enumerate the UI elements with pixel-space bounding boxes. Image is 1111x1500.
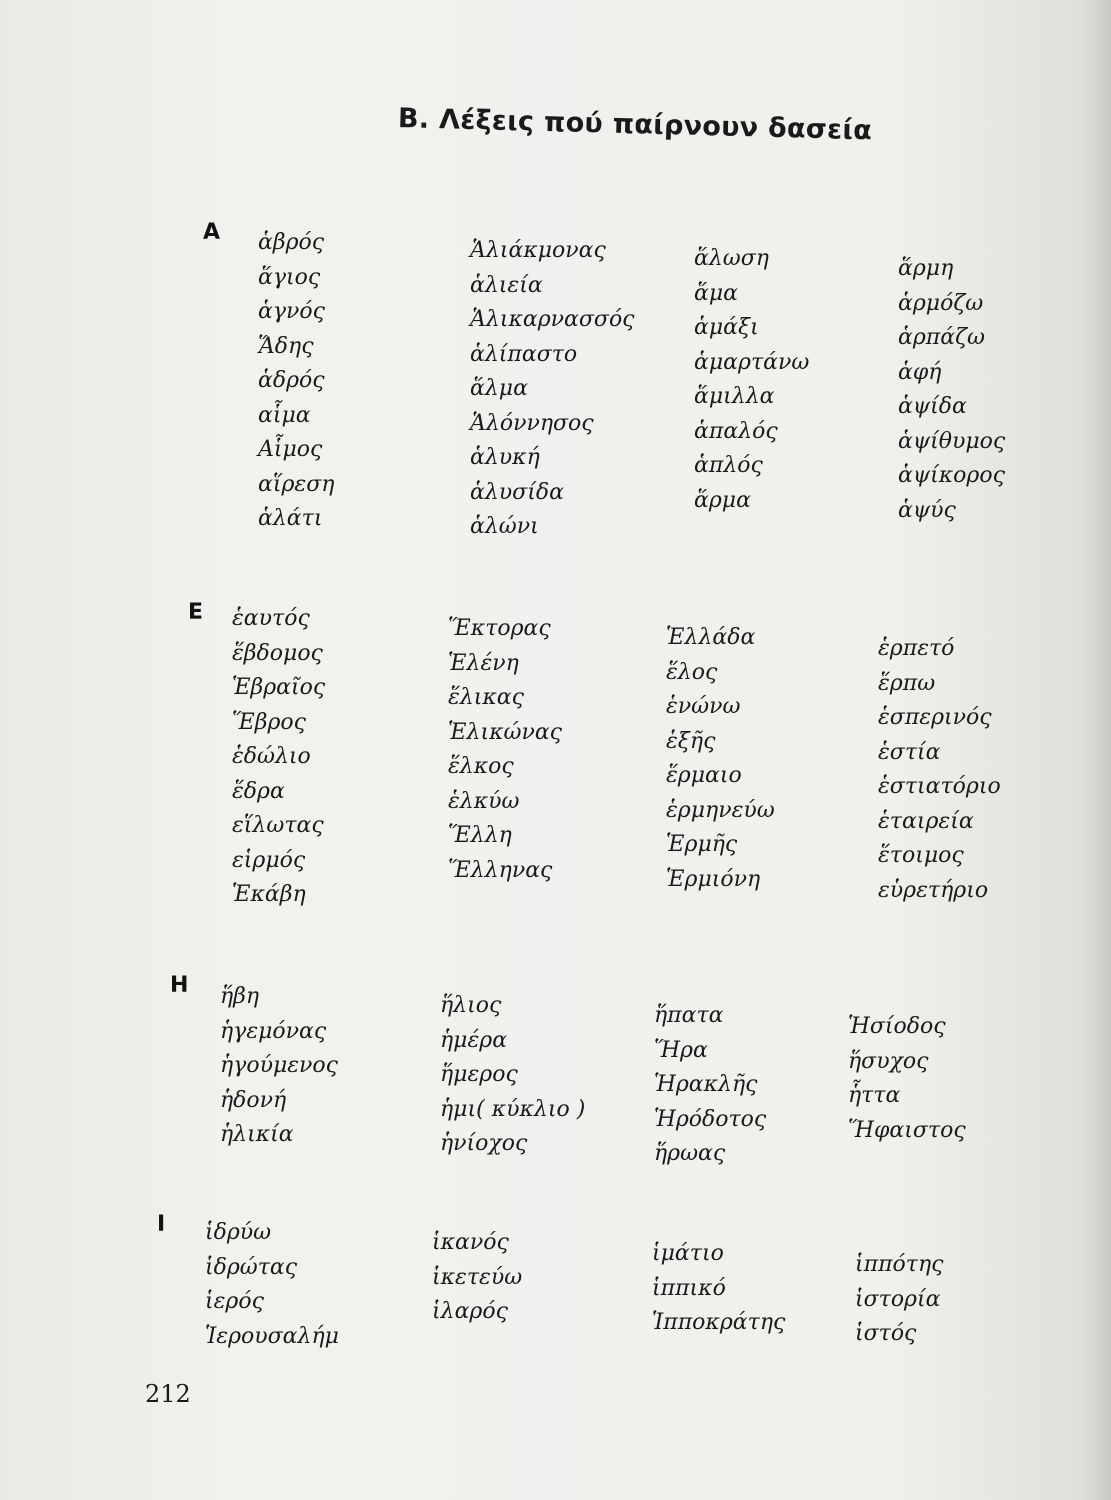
- word-entry: ἅλμα: [470, 376, 528, 401]
- word-entry: ἱλαρός: [432, 1299, 508, 1324]
- word-entry: ἁψύς: [898, 497, 956, 523]
- word-entry: ἁλυκή: [470, 445, 540, 470]
- word-entry: Ἑρμῆς: [666, 832, 738, 857]
- word-entry: Ἕκτορας: [448, 616, 551, 641]
- word-entry: αἷμα: [258, 402, 311, 428]
- word-entry: ἅρμη: [898, 256, 954, 281]
- word-entry: ἕβδομος: [232, 640, 323, 666]
- word-column: [878, 632, 1001, 908]
- word-entry: ἥμερος: [440, 1062, 518, 1087]
- word-entry: Ἅδης: [258, 333, 314, 359]
- word-entry: ἡγεμόνας: [220, 1018, 327, 1044]
- word-entry: ἁψίδα: [898, 394, 967, 419]
- word-entry: Ἑλένη: [448, 650, 519, 676]
- word-entry: Ἥφαιστος: [848, 1117, 966, 1143]
- word-entry: ἡμέρα: [440, 1027, 508, 1053]
- word-column: [855, 1248, 943, 1352]
- word-entry: ἑρπετό: [878, 636, 955, 661]
- word-entry: ἱερός: [205, 1289, 264, 1314]
- word-entry: ἁμάξι: [694, 315, 759, 340]
- word-entry: ἑδώλιο: [232, 744, 311, 769]
- word-entry: ἡνίοχος: [440, 1131, 528, 1156]
- word-entry: ἥρωας: [654, 1141, 726, 1166]
- word-entry: Ἥρα: [654, 1037, 708, 1063]
- word-entry: ἱκετεύω: [432, 1264, 523, 1290]
- word-entry: Ἁλόννησος: [470, 410, 594, 436]
- word-entry: Ἁλιάκμονας: [470, 238, 606, 263]
- section-letter-h: Η: [170, 973, 189, 998]
- word-entry: ἱδρύω: [205, 1220, 272, 1245]
- word-entry: Ἱπποκράτης: [652, 1310, 786, 1335]
- word-entry: εἵλωτας: [232, 813, 324, 838]
- word-entry: Ἱερουσαλήμ: [205, 1323, 339, 1349]
- word-entry: Ἑκάβη: [232, 882, 306, 907]
- word-entry: ἅρμα: [694, 487, 751, 513]
- word-column: [448, 612, 562, 888]
- word-entry: αἵρεση: [258, 471, 335, 497]
- word-entry: ἅλωση: [694, 246, 769, 271]
- word-entry: Ἑλικώνας: [448, 719, 562, 745]
- word-entry: ἁδρός: [258, 368, 325, 393]
- word-entry: ἕλικας: [448, 685, 524, 710]
- word-column: [258, 226, 334, 537]
- word-entry: ἅμα: [694, 280, 739, 306]
- section-letter-e: Ε: [188, 600, 204, 625]
- word-column: [666, 621, 775, 897]
- word-entry: ἁρμόζω: [898, 290, 984, 316]
- word-entry: ἁμαρτάνω: [694, 349, 810, 375]
- word-column: [205, 1216, 339, 1354]
- word-entry: ἁπλός: [694, 453, 763, 478]
- word-entry: ἑαυτός: [232, 606, 310, 631]
- word-entry: ἥβη: [220, 984, 260, 1009]
- word-column: [898, 252, 1005, 528]
- word-entry: ἁβρός: [258, 230, 325, 255]
- word-entry: ἑλκύω: [448, 788, 520, 814]
- word-entry: εὑρετήριο: [878, 877, 989, 903]
- word-entry: Ἡσίοδος: [848, 1014, 946, 1039]
- word-column: [440, 989, 585, 1162]
- word-entry: ἑστία: [878, 739, 941, 765]
- word-entry: ἡδονή: [220, 1087, 287, 1113]
- word-entry: ἑταιρεία: [878, 808, 974, 834]
- word-entry: ἕρπω: [878, 670, 936, 696]
- section-letter-a: Α: [203, 220, 221, 245]
- word-entry: ἥσυχος: [848, 1048, 929, 1074]
- word-entry: ἡλικία: [220, 1122, 294, 1147]
- word-column: [694, 242, 809, 518]
- book-spine-shadow: [1083, 0, 1111, 1500]
- word-entry: ἁλώνι: [470, 514, 539, 539]
- word-entry: ἁψίθυμος: [898, 428, 1006, 454]
- word-entry: Ἕβρος: [232, 709, 306, 735]
- word-entry: ἱππότης: [855, 1252, 944, 1277]
- word-column: [232, 602, 325, 913]
- word-entry: ἁψίκορος: [898, 463, 1005, 488]
- word-column: [470, 234, 635, 545]
- word-entry: ἱππικό: [652, 1275, 726, 1301]
- page-number: 212: [145, 1380, 191, 1408]
- word-entry: ἁλιεία: [470, 272, 543, 298]
- word-entry: ἕρμαιο: [666, 763, 742, 788]
- section-letter-i: Ι: [157, 1212, 166, 1237]
- word-entry: Ἡρακλῆς: [654, 1072, 758, 1097]
- word-entry: ἁπαλός: [694, 418, 778, 444]
- word-column: [654, 999, 766, 1172]
- word-entry: Ἕλληνας: [448, 857, 553, 883]
- word-entry: ἧττα: [848, 1083, 901, 1108]
- word-entry: ἅγιος: [258, 264, 321, 290]
- word-column: [220, 980, 338, 1153]
- word-entry: ἥλιος: [440, 993, 502, 1018]
- word-entry: ἁρπάζω: [898, 325, 985, 350]
- word-entry: ἥπατα: [654, 1003, 724, 1028]
- word-entry: ἱμάτιο: [652, 1241, 724, 1266]
- word-entry: ἑσπερινός: [878, 705, 992, 730]
- word-entry: Ἡρόδοτος: [654, 1106, 767, 1132]
- word-entry: ἑνώνω: [666, 694, 741, 719]
- word-entry: Ἑλλάδα: [666, 625, 756, 650]
- word-entry: ἱστός: [855, 1321, 917, 1346]
- word-entry: ἁλίπαστο: [470, 341, 578, 367]
- word-entry: Αἷμος: [258, 437, 323, 462]
- word-entry: ἁλάτι: [258, 506, 323, 531]
- word-entry: εἱρμός: [232, 847, 306, 873]
- word-entry: ἁγνός: [258, 299, 325, 324]
- word-entry: ἑρμηνεύω: [666, 797, 775, 823]
- page-title: Β. Λέξεις πού παίρνουν δασεία: [397, 103, 873, 147]
- word-entry: ἁλυσίδα: [470, 479, 564, 505]
- word-column: [652, 1237, 785, 1341]
- word-column: [432, 1226, 522, 1330]
- word-entry: ἕτοιμος: [878, 843, 964, 868]
- word-entry: ἁφή: [898, 359, 942, 385]
- word-entry: ἕδρα: [232, 778, 285, 804]
- word-entry: ἕλκος: [448, 754, 514, 779]
- word-entry: Ἕλλη: [448, 823, 512, 848]
- word-entry: ἕλος: [666, 659, 718, 685]
- word-entry: ἱδρώτας: [205, 1254, 298, 1280]
- word-entry: Ἑρμιόνη: [666, 866, 761, 892]
- word-entry: ἡμι( κύκλιο ): [440, 1096, 586, 1122]
- word-column: [848, 1010, 966, 1148]
- word-entry: Ἁλικαρνασσός: [470, 307, 635, 332]
- word-entry: ἡγούμενος: [220, 1053, 338, 1078]
- word-entry: ἱστορία: [855, 1286, 941, 1312]
- word-entry: ἅμιλλα: [694, 384, 775, 409]
- word-entry: ἑξῆς: [666, 728, 716, 754]
- word-entry: ἱκανός: [432, 1230, 509, 1255]
- word-entry: ἑστιατόριο: [878, 774, 1001, 799]
- word-entry: Ἑβραῖος: [232, 675, 326, 700]
